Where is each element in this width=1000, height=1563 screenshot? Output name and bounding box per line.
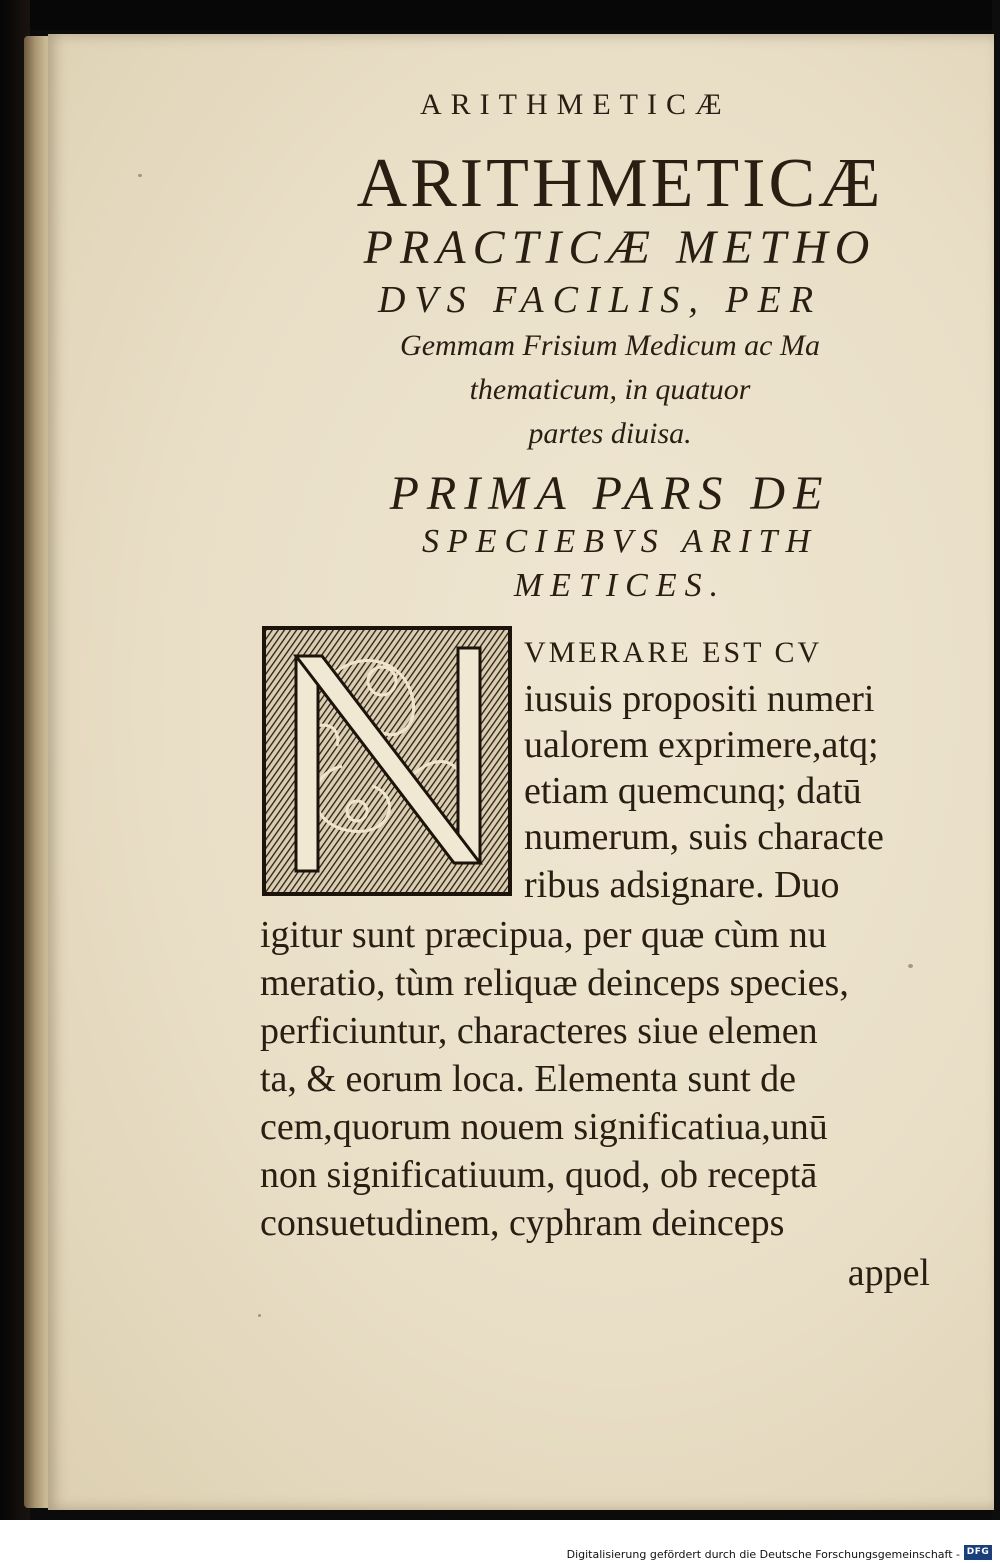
title-line-4: Gemmam Frisium Medicum ac Ma — [400, 329, 820, 362]
title-main: ARITHMETICÆ — [356, 145, 884, 222]
paper-speck — [258, 1314, 261, 1317]
section-heading-line-2: SPECIEBVS ARITH — [421, 523, 819, 560]
section-heading-line-1: PRIMA PARS DE — [389, 467, 831, 520]
title-line-2: PRACTICÆ METHO — [363, 221, 877, 274]
body-line-2: iusuis propositi numeri — [524, 678, 875, 720]
woodcut-initial-icon — [262, 626, 512, 896]
body-line-13: consuetudinem, cyphram deinceps — [260, 1202, 785, 1244]
title-line-5: thematicum, in quatuor — [469, 373, 751, 406]
dfg-logo-icon: DFG — [964, 1545, 992, 1560]
body-line-5: numerum, suis characte — [524, 816, 884, 858]
body-line-7: igitur sunt præcipua, per quæ cùm nu — [260, 914, 827, 956]
body-line-3: ualorem exprimere,atq; — [524, 724, 879, 766]
funding-notice: Digitalisierung gefördert durch die Deutsche Forschungsgemeinschaft - — [566, 1548, 960, 1561]
body-line-10: ta, & eorum loca. Elementa sunt de — [260, 1058, 797, 1100]
body-line-8: meratio, tùm reliquæ deinceps species, — [260, 962, 849, 1004]
body-line-12: non significatiuum, quod, ob receptā — [260, 1154, 818, 1196]
body-line-4: etiam quemcunq; datū — [524, 770, 862, 812]
scan-top-border — [0, 0, 1000, 30]
body-line-11: cem,quorum nouem significatiua,unū — [260, 1106, 828, 1148]
title-line-6: partes diuisa. — [528, 417, 692, 450]
running-head: ARITHMETICÆ — [420, 88, 731, 121]
paper-speck — [138, 174, 142, 177]
body-line-6: ribus adsignare. Duo — [524, 864, 840, 906]
decorated-initial — [262, 626, 512, 896]
body-line-9: perficiuntur, characteres siue elemen — [260, 1010, 818, 1052]
catchword: appel — [847, 1252, 930, 1294]
title-line-3: DVS FACILIS, PER — [377, 279, 823, 321]
body-line-1: VMERARE EST CV — [524, 636, 823, 669]
section-heading-line-3: METICES. — [513, 567, 727, 604]
